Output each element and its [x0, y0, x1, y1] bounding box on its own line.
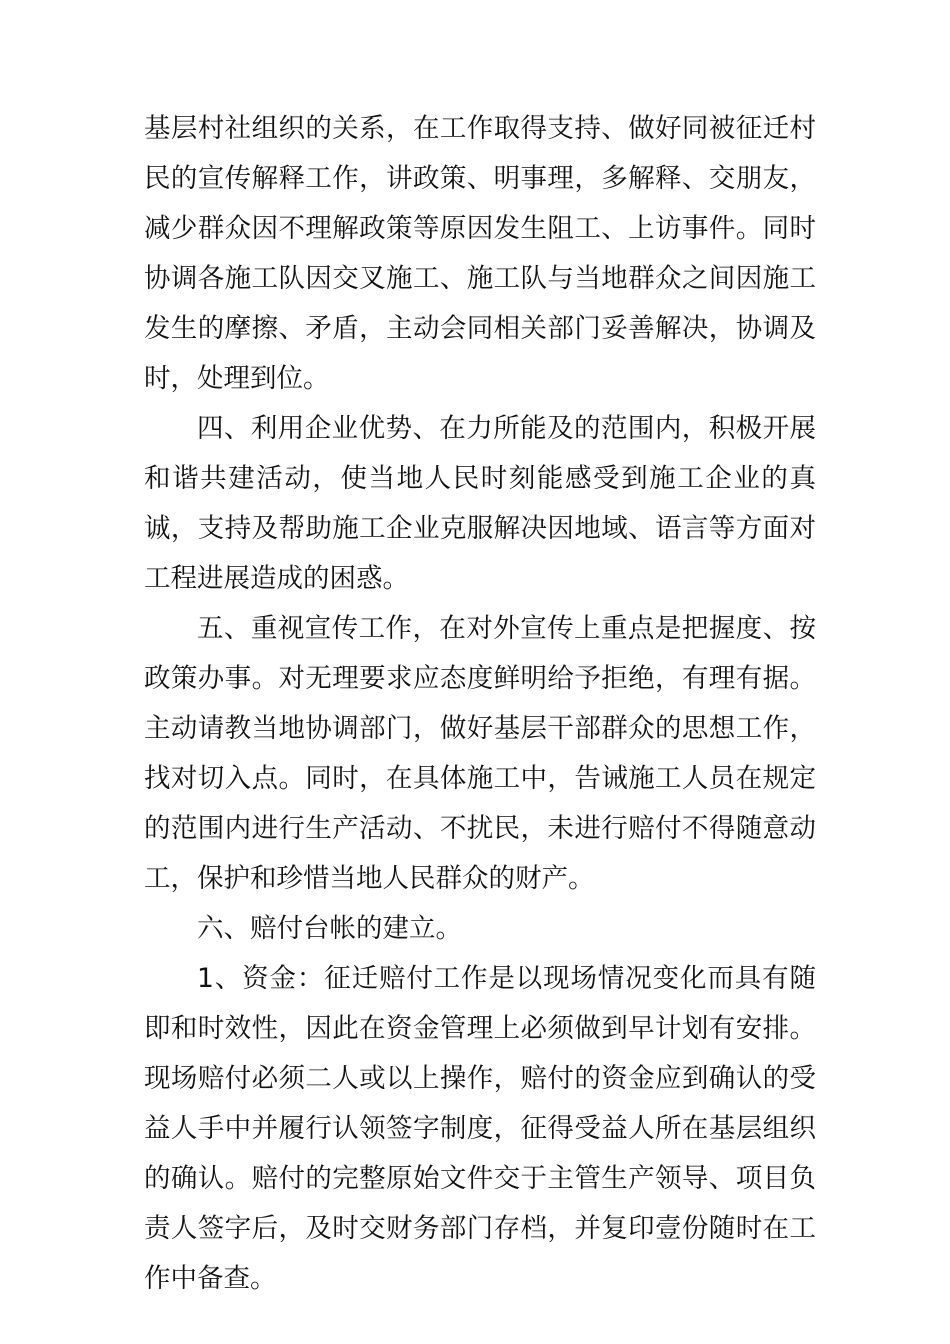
paragraph-section-five: 五、重视宣传工作，在对外宣传上重点是把握度、按政策办事。对无理要求应态度鲜明给予拒绝，有理有据。主动请教当地协调部门，做好基层干部群众的思想工作，找对切入点。同时，在具体施工中，告诫施工人员在规定的范围内进行生产活动、不扰民，未进行赔付不得随意动工，保护和珍惜当地人民群众的财产。	[144, 613, 816, 894]
paragraph-continuation: 基层村社组织的关系，在工作取得支持、做好同被征迁村民的宣传解释工作，讲政策、明事理，多解释、交朋友，减少群众因不理解政策等原因发生阻工、上访事件。同时协调各施工队因交叉施工、施工队与当地群众之间因施工发生的摩擦、矛盾，主动会同相关部门妥善解决，协调及时，处理到位。	[144, 113, 816, 394]
paragraph-section-four: 四、利用企业优势、在力所能及的范围内，积极开展和谐共建活动，使当地人民时刻能感受到施工企业的真诚，支持及帮助施工企业克服解决因地域、语言等方面对工程进展造成的困惑。	[144, 413, 816, 594]
paragraph-section-six-heading: 六、赔付台帐的建立。	[197, 913, 462, 944]
paragraph-item-funds: 1、资金：征迁赔付工作是以现场情况变化而具有随即和时效性，因此在资金管理上必须做到早计划有安排。现场赔付必须二人或以上操作，赔付的资金应到确认的受益人手中并履行认领签字制度，征得受益人所在基层组织的确认。赔付的完整原始文件交于主管生产领导、项目负责人签字后，及时交财务部门存档，并复印壹份随时在工作中备查。	[144, 963, 816, 1294]
document-body	[144, 104, 816, 1304]
